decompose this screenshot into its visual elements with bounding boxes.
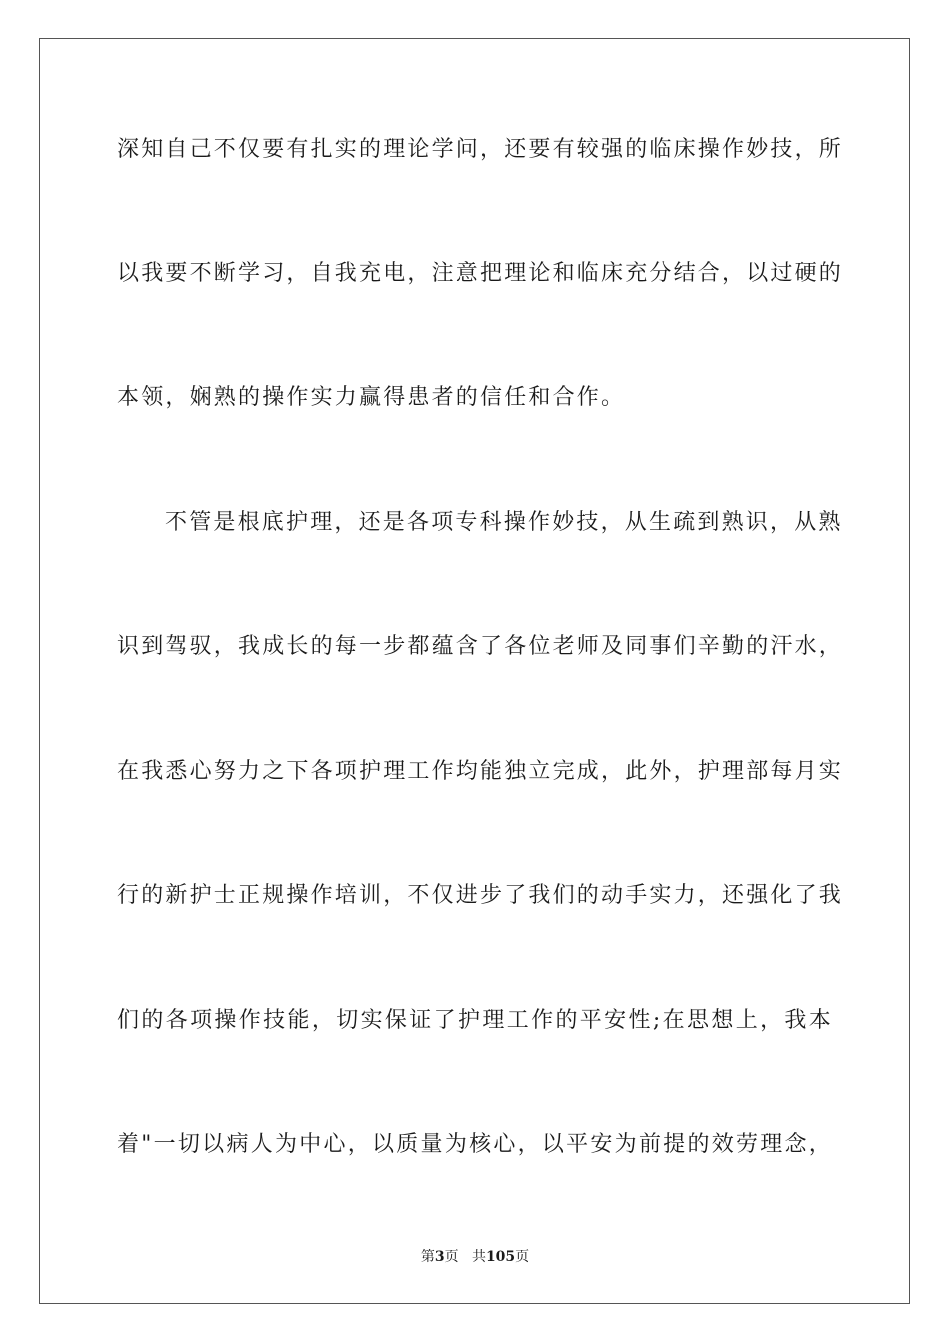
body-line-1: 深知自己不仅要有扎实的理论学问，还要有较强的临床操作妙技，所 <box>117 137 844 162</box>
footer-page-number: 3 <box>434 1249 445 1265</box>
body-line-3: 本领，娴熟的操作实力赢得患者的信任和合作。 <box>117 385 626 410</box>
body-line-4: 不管是根底护理，还是各项专科操作妙技，从生疏到熟识，从熟 <box>165 510 843 535</box>
footer-total-pages: 105 <box>485 1249 516 1265</box>
body-line-7: 行的新护士正规操作培训，不仅进步了我们的动手实力，还强化了我 <box>117 883 844 908</box>
page-border <box>39 38 910 1304</box>
body-line-8: 们的各项操作技能，切实保证了护理工作的平安性;在思想上，我本 <box>117 1008 833 1033</box>
body-line-2: 以我要不断学习，自我充电，注意把理论和临床充分结合，以过硬的 <box>117 261 844 286</box>
footer-page-suffix: 页 <box>444 1249 459 1265</box>
body-line-6: 在我悉心努力之下各项护理工作均能独立完成，此外，护理部每月实 <box>117 759 844 784</box>
body-line-5: 识到驾驭，我成长的每一步都蕴含了各位老师及同事们辛勤的汗水， <box>117 634 844 659</box>
footer-total-prefix: 共 <box>471 1249 486 1265</box>
footer-page-prefix: 第 <box>420 1249 435 1265</box>
page-footer <box>0 1248 950 1266</box>
footer-total-suffix: 页 <box>515 1249 530 1265</box>
body-line-9: 着"一切以病人为中心，以质量为核心，以平安为前提的效劳理念， <box>117 1132 833 1157</box>
